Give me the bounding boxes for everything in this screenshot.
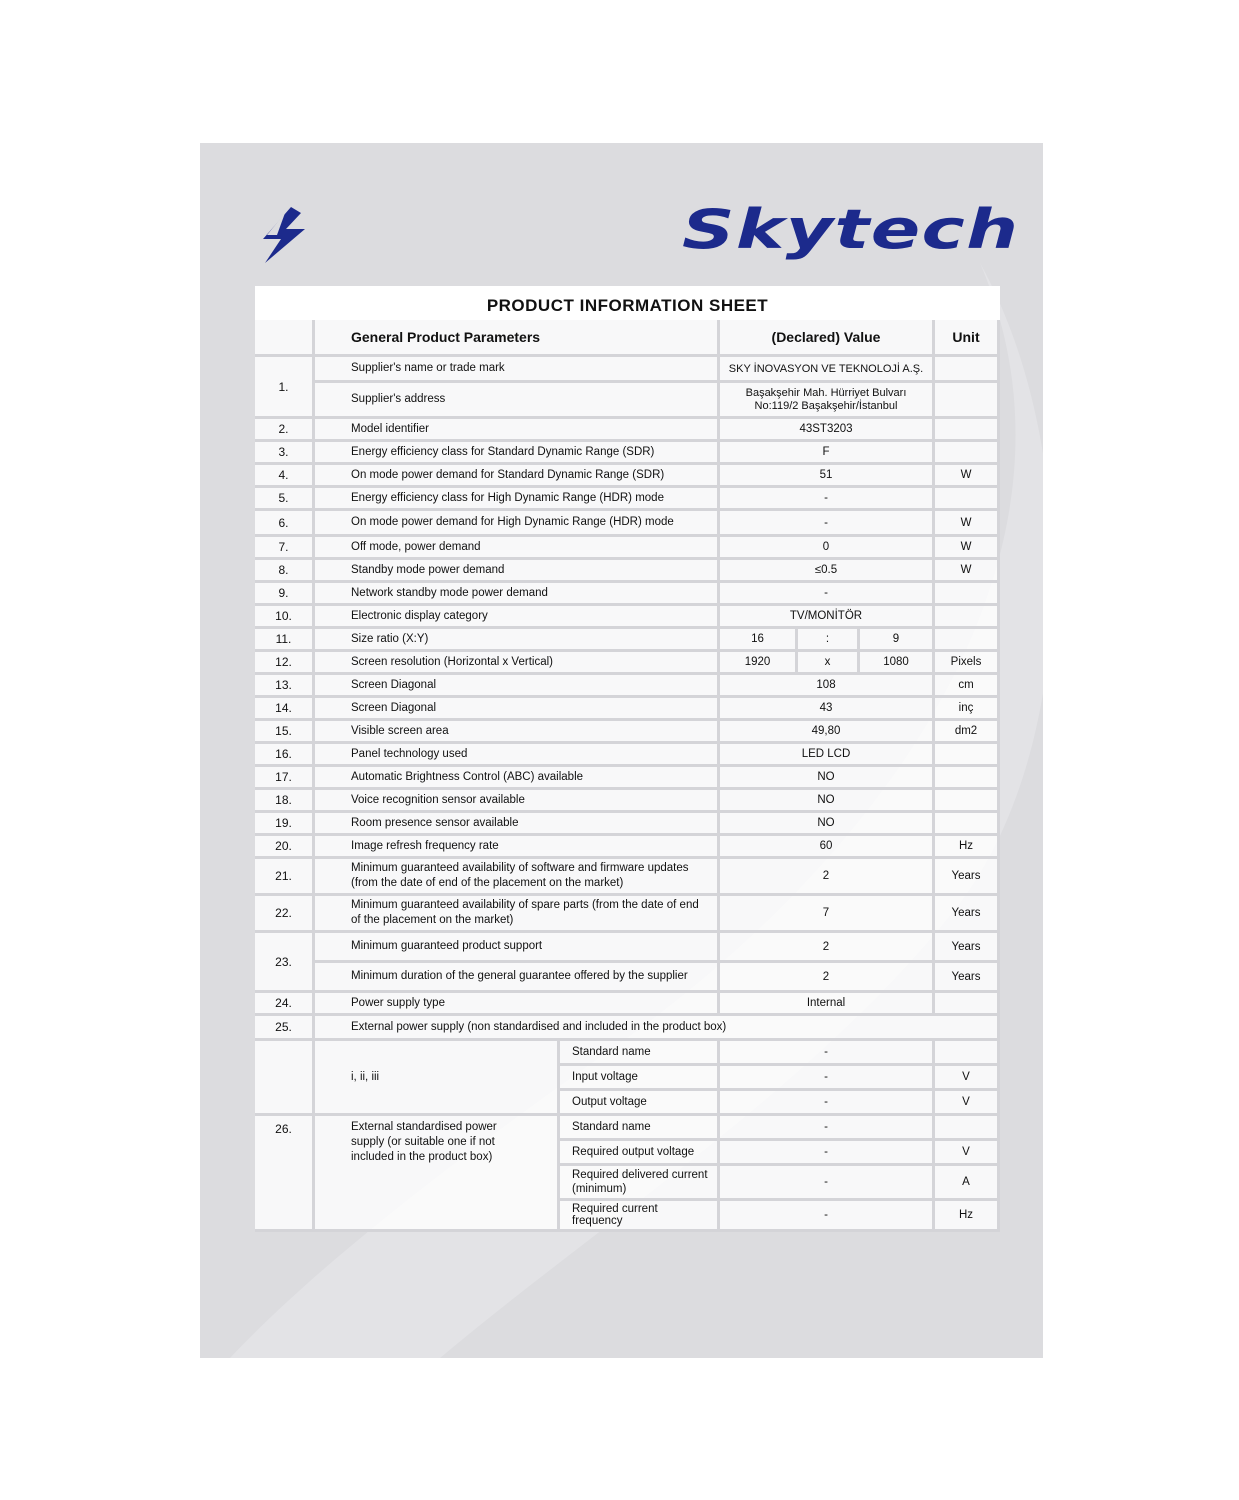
row-param: Model identifier — [315, 419, 720, 442]
row-param: Panel technology used — [315, 744, 720, 767]
group-label: i, ii, iii — [315, 1041, 560, 1116]
row-value: LED LCD — [720, 744, 935, 767]
row-value: - — [720, 511, 935, 537]
row-num: 16. — [255, 744, 315, 767]
row-param: External power supply (non standardised and included in the product box) — [315, 1016, 1000, 1041]
sub-unit — [935, 1116, 1000, 1141]
row-unit — [935, 488, 1000, 511]
row-num: 19. — [255, 813, 315, 836]
row-param: Supplier's name or trade mark — [315, 357, 720, 383]
row-param: Visible screen area — [315, 721, 720, 744]
row-num: 13. — [255, 675, 315, 698]
row-unit: W — [935, 511, 1000, 537]
row-num: 6. — [255, 511, 315, 537]
row-num: 25. — [255, 1016, 315, 1041]
brand-wordmark: Skytech — [682, 198, 1020, 261]
row-unit: W — [935, 537, 1000, 560]
row-param: Size ratio (X:Y) — [315, 629, 720, 652]
row-value: SKY İNOVASYON VE TEKNOLOJİ A.Ş. — [720, 357, 935, 383]
row-param: Power supply type — [315, 993, 720, 1016]
sub-value: - — [720, 1201, 935, 1232]
row-unit: W — [935, 465, 1000, 488]
sub-value: - — [720, 1141, 935, 1166]
sub-param: Required delivered current (minimum) — [560, 1166, 720, 1201]
row-num: 8. — [255, 560, 315, 583]
row-num: 23. — [255, 933, 315, 993]
row-param: Minimum guaranteed availability of spare parts (from the date of end of the placement on the market) — [315, 896, 720, 933]
row-value: 49,80 — [720, 721, 935, 744]
row-value: Internal — [720, 993, 935, 1016]
row-value-x: 16 — [720, 629, 798, 652]
row-value: NO — [720, 767, 935, 790]
row-param: Off mode, power demand — [315, 537, 720, 560]
row-value: TV/MONİTÖR — [720, 606, 935, 629]
row-unit — [935, 629, 1000, 652]
sub-unit: Hz — [935, 1201, 1000, 1232]
row-value: NO — [720, 790, 935, 813]
row-param: Network standby mode power demand — [315, 583, 720, 606]
row-unit — [935, 583, 1000, 606]
product-info-table-wrap — [255, 286, 1000, 1232]
row-num-empty — [255, 1041, 315, 1116]
header-parameters: General Product Parameters — [315, 320, 720, 357]
sub-param: Standard name — [560, 1041, 720, 1066]
row-param: On mode power demand for Standard Dynamic Range (SDR) — [315, 465, 720, 488]
row-unit: cm — [935, 675, 1000, 698]
row-value-sep: x — [798, 652, 860, 675]
sub-unit: V — [935, 1091, 1000, 1116]
row-value: 2 — [720, 933, 935, 963]
row-value: Başakşehir Mah. Hürriyet Bulvarı No:119/2 Başakşehir/İstanbul — [720, 383, 935, 419]
row-unit — [935, 813, 1000, 836]
row-value: 43ST3203 — [720, 419, 935, 442]
row-unit — [935, 419, 1000, 442]
row-num: 21. — [255, 859, 315, 896]
row-num: 9. — [255, 583, 315, 606]
header-unit: Unit — [935, 320, 1000, 357]
row-value: 2 — [720, 963, 935, 993]
row-param: Screen Diagonal — [315, 675, 720, 698]
row-param: Minimum duration of the general guarantee offered by the supplier — [315, 963, 720, 993]
row-unit — [935, 790, 1000, 813]
row-param: Minimum guaranteed availability of software and firmware updates (from the date of end of the placement on the market) — [315, 859, 720, 896]
row-unit — [935, 606, 1000, 629]
row-param: On mode power demand for High Dynamic Range (HDR) mode — [315, 511, 720, 537]
skytech-s-mark-icon — [255, 205, 313, 267]
row-unit: Years — [935, 896, 1000, 933]
row-num: 1. — [255, 357, 315, 419]
row-num: 15. — [255, 721, 315, 744]
row-param: Energy efficiency class for Standard Dynamic Range (SDR) — [315, 442, 720, 465]
sub-value: - — [720, 1116, 935, 1141]
header-value: (Declared) Value — [720, 320, 935, 357]
row-num: 17. — [255, 767, 315, 790]
sub-param: Input voltage — [560, 1066, 720, 1091]
row-value: 43 — [720, 698, 935, 721]
row-unit: W — [935, 560, 1000, 583]
row-num: 10. — [255, 606, 315, 629]
row-unit — [935, 357, 1000, 383]
row-value: 60 — [720, 836, 935, 859]
sub-param: Required output voltage — [560, 1141, 720, 1166]
row-param: Screen resolution (Horizontal x Vertical) — [315, 652, 720, 675]
row-unit — [935, 383, 1000, 419]
row-num: 22. — [255, 896, 315, 933]
row-num: 20. — [255, 836, 315, 859]
sub-param: Standard name — [560, 1116, 720, 1141]
row-param: Voice recognition sensor available — [315, 790, 720, 813]
row-param: Electronic display category — [315, 606, 720, 629]
row-unit: Pixels — [935, 652, 1000, 675]
row-value: 7 — [720, 896, 935, 933]
row-num: 14. — [255, 698, 315, 721]
row-num: 18. — [255, 790, 315, 813]
row-unit: Years — [935, 933, 1000, 963]
sub-unit: V — [935, 1066, 1000, 1091]
row-value: 108 — [720, 675, 935, 698]
row-param: Energy efficiency class for High Dynamic Range (HDR) mode — [315, 488, 720, 511]
row-param: Screen Diagonal — [315, 698, 720, 721]
sub-param: Output voltage — [560, 1091, 720, 1116]
row-param: Room presence sensor available — [315, 813, 720, 836]
row-num: 7. — [255, 537, 315, 560]
sub-unit: A — [935, 1166, 1000, 1201]
row-unit — [935, 767, 1000, 790]
sub-value: - — [720, 1066, 935, 1091]
row-value: F — [720, 442, 935, 465]
row-value-horizontal: 1920 — [720, 652, 798, 675]
row-unit — [935, 744, 1000, 767]
sub-param: Required current frequency — [560, 1201, 720, 1232]
row-value-sep: : — [798, 629, 860, 652]
row-param: Automatic Brightness Control (ABC) available — [315, 767, 720, 790]
sheet-title: PRODUCT INFORMATION SHEET — [255, 286, 1000, 320]
group-label: External standardised power supply (or suitable one if not included in the product box) — [315, 1116, 560, 1232]
sub-value: - — [720, 1091, 935, 1116]
row-unit: dm2 — [935, 721, 1000, 744]
sub-value: - — [720, 1166, 935, 1201]
row-param: Standby mode power demand — [315, 560, 720, 583]
row-unit: inç — [935, 698, 1000, 721]
header-num — [255, 320, 315, 357]
product-info-table — [255, 320, 1000, 1232]
row-unit: Years — [935, 859, 1000, 896]
row-param: Minimum guaranteed product support — [315, 933, 720, 963]
row-value: 0 — [720, 537, 935, 560]
row-num: 2. — [255, 419, 315, 442]
row-num: 11. — [255, 629, 315, 652]
row-value: 2 — [720, 859, 935, 896]
row-unit — [935, 442, 1000, 465]
row-param: Supplier's address — [315, 383, 720, 419]
row-unit: Hz — [935, 836, 1000, 859]
row-unit: Years — [935, 963, 1000, 993]
row-value: - — [720, 583, 935, 606]
row-value: - — [720, 488, 935, 511]
row-unit — [935, 993, 1000, 1016]
row-value-vertical: 1080 — [860, 652, 935, 675]
row-value: 51 — [720, 465, 935, 488]
row-num: 3. — [255, 442, 315, 465]
row-num: 26. — [255, 1116, 315, 1232]
row-num: 4. — [255, 465, 315, 488]
row-num: 24. — [255, 993, 315, 1016]
sub-value: - — [720, 1041, 935, 1066]
sub-unit: V — [935, 1141, 1000, 1166]
row-num: 12. — [255, 652, 315, 675]
row-num: 5. — [255, 488, 315, 511]
row-value: ≤0.5 — [720, 560, 935, 583]
row-value-y: 9 — [860, 629, 935, 652]
sub-unit — [935, 1041, 1000, 1066]
row-param: Image refresh frequency rate — [315, 836, 720, 859]
row-value: NO — [720, 813, 935, 836]
